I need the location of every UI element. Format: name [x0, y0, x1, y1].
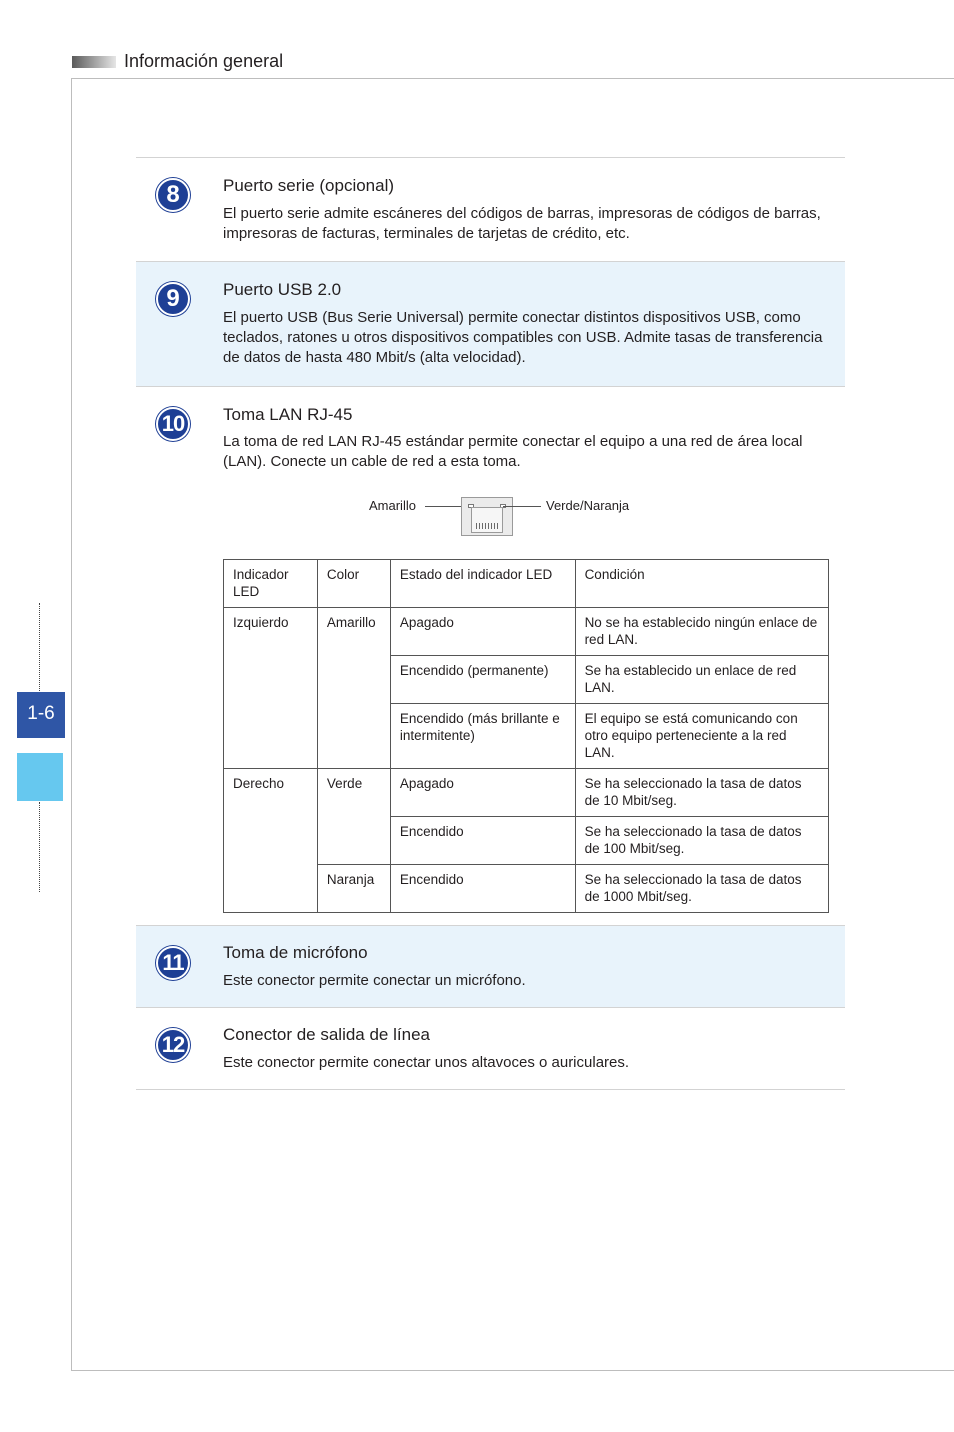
table-cell-state: Encendido (más brillante e intermitente): [390, 704, 575, 769]
rj45-jack-icon: [461, 497, 513, 536]
section-serial-port: [136, 157, 845, 261]
section-title: Conector de salida de línea: [223, 1025, 430, 1044]
side-dotted-line-bottom: [39, 802, 40, 892]
table-cell-condition: Se ha establecido un enlace de red LAN.: [575, 656, 828, 704]
diagram-label-left: Amarillo: [369, 498, 416, 513]
frame-bottom-rule: [71, 1370, 954, 1371]
section-number-badge: 12: [156, 1028, 190, 1062]
section-title: Toma de micrófono: [223, 943, 368, 962]
table-header-cell: Estado del indicador LED: [390, 560, 575, 608]
table-row: [224, 769, 829, 817]
table-header-row: [224, 560, 829, 608]
table-cell-state: Encendido: [390, 817, 575, 865]
table-cell-state: Encendido (permanente): [390, 656, 575, 704]
header-gradient-bar: [72, 56, 116, 68]
section-body: El puerto serie admite escáneres del códigos de barras, impresoras de códigos de barras, impresoras de facturas, terminales de tarjetas de crédito, etc.: [223, 205, 821, 242]
jack-socket: [471, 507, 503, 533]
section-title: Puerto serie (opcional): [223, 176, 395, 195]
section-number-badge: 8: [156, 178, 190, 212]
table-cell-condition: Se ha seleccionado la tasa de datos de 1000 Mbit/seg.: [575, 865, 828, 913]
section-title: Puerto USB 2.0: [223, 280, 342, 299]
section-body: Este conector permite conectar un micrófono.: [223, 972, 526, 989]
table-cell-condition: Se ha seleccionado la tasa de datos de 10 Mbit/seg.: [575, 769, 828, 817]
table-cell-state: Apagado: [390, 769, 575, 817]
section-title: Toma LAN RJ-45: [223, 405, 353, 424]
table-cell-led: Derecho: [224, 769, 318, 913]
side-dotted-line-top: [39, 603, 40, 691]
table-header-cell: Color: [317, 560, 390, 608]
section-number-badge: 9: [156, 282, 190, 316]
table-cell-state: Encendido: [390, 865, 575, 913]
section-body: El puerto USB (Bus Serie Universal) permite conectar distintos dispositivos USB, como teclados, ratones u otros dispositivos compatibles con USB. Admite tasas de transferencia de datos de hasta 480 Mbit/s (alta velocidad).: [223, 309, 823, 366]
table-cell-state: Apagado: [390, 608, 575, 656]
section-number-badge: 11: [156, 946, 190, 980]
jack-pins: [476, 523, 498, 529]
diagram-leader-right: [503, 506, 541, 507]
section-microphone-jack: [136, 925, 845, 1007]
table-cell-led: Izquierdo: [224, 608, 318, 769]
table-cell-color: Naranja: [317, 865, 390, 913]
section-body: La toma de red LAN RJ-45 estándar permite conectar el equipo a una red de área local (LAN). Conecte un cable de red a esta toma.: [223, 433, 803, 470]
table-cell-condition: El equipo se está comunicando con otro equipo perteneciente a la red LAN.: [575, 704, 828, 769]
page-tab-accent: [17, 753, 63, 801]
table-header-cell: Indicador LED: [224, 560, 318, 608]
table-cell-condition: Se ha seleccionado la tasa de datos de 100 Mbit/seg.: [575, 817, 828, 865]
page-number-tab: 1-6: [17, 692, 65, 738]
page-header-title: Información general: [124, 51, 284, 71]
led-table: [223, 559, 829, 913]
section-body: Este conector permite conectar unos altavoces o auriculares.: [223, 1054, 630, 1071]
table-cell-color: Amarillo: [317, 608, 390, 769]
table-header-cell: Condición: [575, 560, 828, 608]
table-cell-color: Verde: [317, 769, 390, 865]
section-usb-port: [136, 261, 845, 386]
table-row: [224, 608, 829, 656]
table-cell-condition: No se ha establecido ningún enlace de red LAN.: [575, 608, 828, 656]
diagram-label-right: Verde/Naranja: [546, 498, 630, 513]
frame-top-rule: [71, 78, 954, 79]
section-number-badge: 10: [156, 407, 190, 441]
frame-left-rule: [71, 78, 72, 1371]
section-line-out: [136, 1007, 845, 1090]
